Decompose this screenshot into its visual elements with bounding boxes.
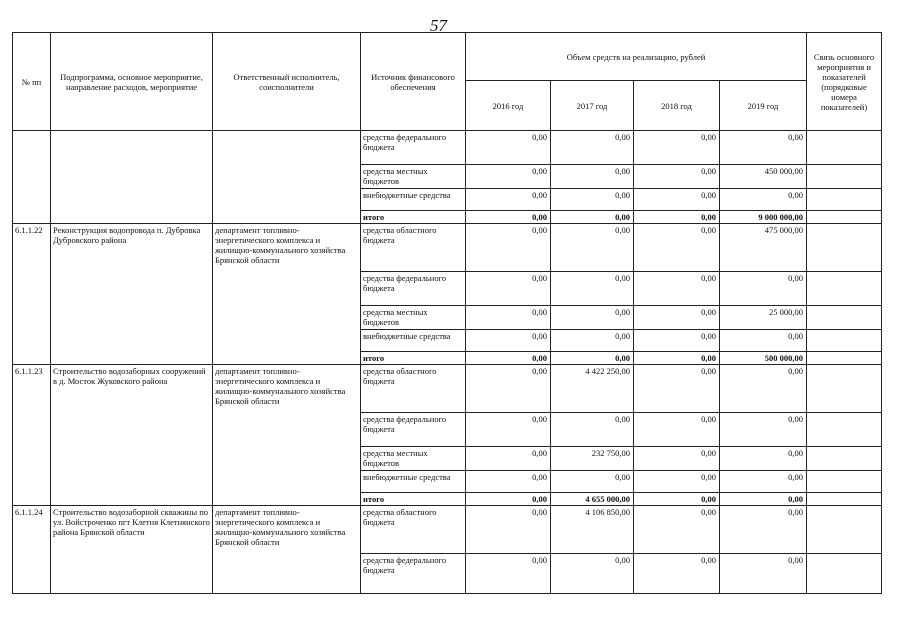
amount-cell: 0,00	[551, 471, 634, 493]
link-cell	[807, 224, 882, 272]
header-year: 2018 год	[634, 81, 720, 131]
funding-source: средства областного бюджета	[361, 224, 466, 272]
amount-cell: 0,00	[720, 554, 807, 594]
amount-cell: 0,00	[466, 330, 551, 352]
item-name: Строительство водозаборных сооружений в д. Мосток Жуковского района	[51, 365, 213, 506]
table-body	[13, 131, 882, 594]
amount-cell: 0,00	[634, 554, 720, 594]
item-name: Реконструкция водопровода п. Дубровка Дубровского района	[51, 224, 213, 365]
amount-cell: 0,00	[466, 365, 551, 413]
amount-cell: 0,00	[466, 131, 551, 165]
item-number: 6.1.1.22	[13, 224, 51, 365]
amount-cell: 0,00	[551, 352, 634, 365]
amount-cell: 0,00	[720, 493, 807, 506]
item-name	[51, 131, 213, 224]
funding-source: внебюджетные средства	[361, 471, 466, 493]
header-program: Подпрограмма, основное мероприятие, направление расходов, мероприятие	[51, 33, 213, 131]
link-cell	[807, 165, 882, 189]
amount-cell: 0,00	[634, 471, 720, 493]
funding-source: средства федерального бюджета	[361, 131, 466, 165]
link-cell	[807, 506, 882, 554]
amount-cell: 0,00	[720, 506, 807, 554]
link-cell	[807, 272, 882, 306]
page-number: 57	[430, 16, 447, 35]
amount-cell: 0,00	[720, 413, 807, 447]
amount-cell: 475 000,00	[720, 224, 807, 272]
amount-cell: 0,00	[551, 211, 634, 224]
amount-cell: 0,00	[551, 330, 634, 352]
amount-cell: 0,00	[551, 306, 634, 330]
amount-cell: 0,00	[466, 506, 551, 554]
amount-cell: 4 106 850,00	[551, 506, 634, 554]
table-row	[13, 224, 882, 272]
item-executor	[213, 131, 361, 224]
funding-source: внебюджетные средства	[361, 189, 466, 211]
funding-source: средства федерального бюджета	[361, 554, 466, 594]
item-number	[13, 131, 51, 224]
amount-cell: 4 422 250,00	[551, 365, 634, 413]
amount-cell: 0,00	[551, 413, 634, 447]
amount-cell: 4 655 000,00	[551, 493, 634, 506]
amount-cell: 0,00	[634, 272, 720, 306]
link-cell	[807, 493, 882, 506]
funding-source: средства местных бюджетов	[361, 165, 466, 189]
amount-cell: 0,00	[634, 447, 720, 471]
amount-cell: 0,00	[720, 471, 807, 493]
link-cell	[807, 189, 882, 211]
budget-table	[12, 32, 882, 594]
link-cell	[807, 365, 882, 413]
amount-cell: 0,00	[720, 272, 807, 306]
funding-source: средства местных бюджетов	[361, 447, 466, 471]
table-row	[13, 365, 882, 413]
amount-cell: 0,00	[634, 211, 720, 224]
amount-cell: 0,00	[466, 352, 551, 365]
header-no: № пп	[13, 33, 51, 131]
amount-cell: 0,00	[720, 365, 807, 413]
funding-source: средства областного бюджета	[361, 365, 466, 413]
header-link: Связь основного мероприятия и показателей (порядковые номера показателей)	[807, 33, 882, 131]
amount-cell: 0,00	[466, 224, 551, 272]
amount-cell: 0,00	[634, 330, 720, 352]
amount-cell: 0,00	[634, 413, 720, 447]
item-executor: департамент топливно-энергетического комплекса и жилищно-коммунального хозяйства Брянской области	[213, 224, 361, 365]
amount-cell: 0,00	[634, 506, 720, 554]
amount-cell: 0,00	[551, 131, 634, 165]
amount-cell: 0,00	[720, 189, 807, 211]
table-row	[13, 131, 882, 165]
link-cell	[807, 306, 882, 330]
funding-source: итого	[361, 211, 466, 224]
amount-cell: 0,00	[634, 131, 720, 165]
funding-source: средства местных бюджетов	[361, 306, 466, 330]
item-executor: департамент топливно-энергетического комплекса и жилищно-коммунального хозяйства Брянской области	[213, 365, 361, 506]
item-number: 6.1.1.23	[13, 365, 51, 506]
amount-cell: 0,00	[551, 554, 634, 594]
link-cell	[807, 471, 882, 493]
amount-cell: 0,00	[634, 189, 720, 211]
amount-cell: 0,00	[720, 447, 807, 471]
link-cell	[807, 554, 882, 594]
amount-cell: 0,00	[466, 272, 551, 306]
amount-cell: 9 000 000,00	[720, 211, 807, 224]
header-year: 2017 год	[551, 81, 634, 131]
link-cell	[807, 447, 882, 471]
item-number: 6.1.1.24	[13, 506, 51, 594]
amount-cell: 0,00	[634, 306, 720, 330]
link-cell	[807, 352, 882, 365]
amount-cell: 0,00	[634, 493, 720, 506]
amount-cell: 0,00	[466, 306, 551, 330]
amount-cell: 0,00	[634, 165, 720, 189]
link-cell	[807, 413, 882, 447]
amount-cell: 0,00	[466, 471, 551, 493]
amount-cell: 0,00	[466, 447, 551, 471]
link-cell	[807, 131, 882, 165]
table-row	[13, 506, 882, 554]
amount-cell: 0,00	[466, 493, 551, 506]
amount-cell: 0,00	[720, 330, 807, 352]
funding-source: средства федерального бюджета	[361, 272, 466, 306]
amount-cell: 0,00	[634, 365, 720, 413]
funding-source: средства федерального бюджета	[361, 413, 466, 447]
amount-cell: 450 000,00	[720, 165, 807, 189]
amount-cell: 0,00	[634, 224, 720, 272]
amount-cell: 0,00	[551, 224, 634, 272]
amount-cell: 0,00	[466, 165, 551, 189]
item-name: Строительство водозаборной скважины по ул. Войстроченко пгт Клетня Клетнянского района Брянской области	[51, 506, 213, 594]
funding-source: итого	[361, 493, 466, 506]
amount-cell: 0,00	[551, 165, 634, 189]
header-source: Источник финансового обеспечения	[361, 33, 466, 131]
amount-cell: 0,00	[466, 554, 551, 594]
amount-cell: 0,00	[551, 272, 634, 306]
header-executor: Ответственный исполнитель, соисполнители	[213, 33, 361, 131]
amount-cell: 0,00	[466, 189, 551, 211]
amount-cell: 25 000,00	[720, 306, 807, 330]
link-cell	[807, 330, 882, 352]
header-year: 2019 год	[720, 81, 807, 131]
funding-source: средства областного бюджета	[361, 506, 466, 554]
amount-cell: 232 750,00	[551, 447, 634, 471]
funding-source: внебюджетные средства	[361, 330, 466, 352]
header-volume: Объем средств на реализацию, рублей	[466, 33, 807, 81]
item-executor: департамент топливно-энергетического комплекса и жилищно-коммунального хозяйства Брянской области	[213, 506, 361, 594]
amount-cell: 0,00	[466, 413, 551, 447]
amount-cell: 500 000,00	[720, 352, 807, 365]
funding-source: итого	[361, 352, 466, 365]
amount-cell: 0,00	[551, 189, 634, 211]
amount-cell: 0,00	[466, 211, 551, 224]
link-cell	[807, 211, 882, 224]
amount-cell: 0,00	[720, 131, 807, 165]
header-year: 2016 год	[466, 81, 551, 131]
amount-cell: 0,00	[634, 352, 720, 365]
